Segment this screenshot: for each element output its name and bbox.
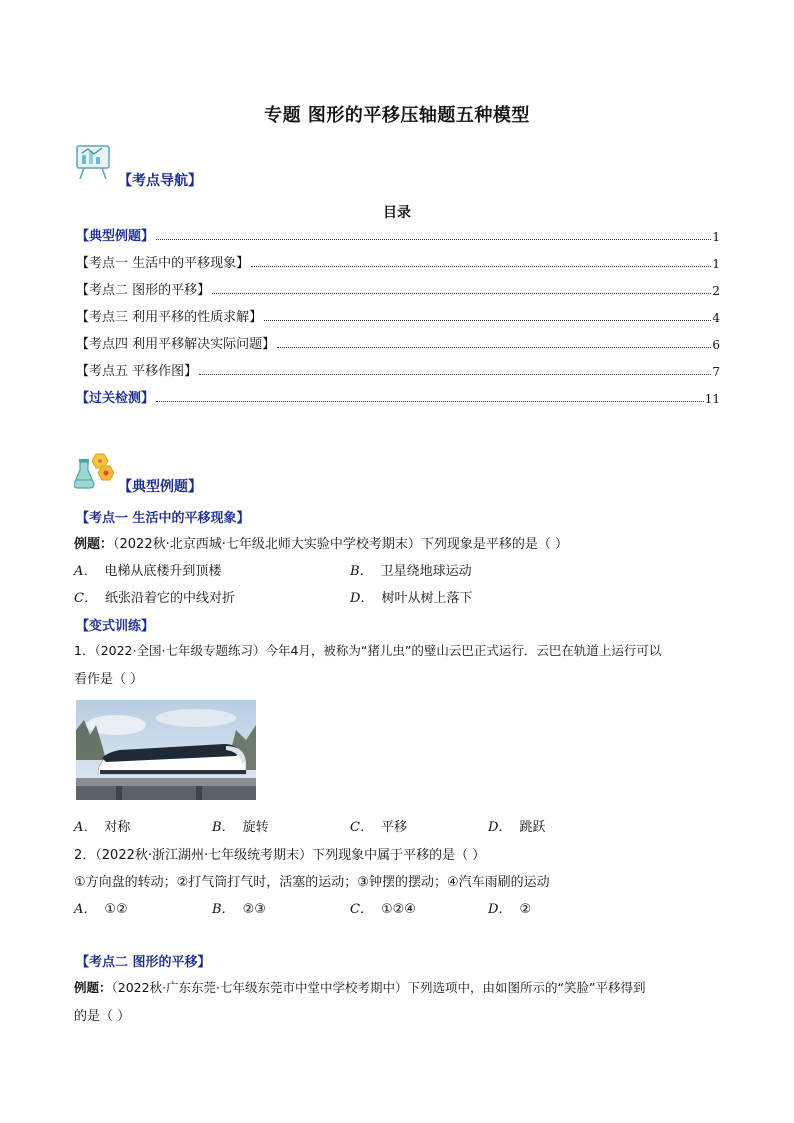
option-text: ①②④	[380, 902, 416, 917]
option-letter: D．	[350, 591, 374, 606]
toc-item-kp5[interactable]	[76, 361, 720, 379]
option-letter: C．	[74, 591, 97, 606]
option-b[interactable]	[350, 560, 472, 579]
example-text: （2022秋·广东东莞·七年级东莞市中堂中学校考期中）下列选项中，由如图所示的“笑脸”平移得到	[111, 980, 646, 995]
kp1-heading: 【考点一 生活中的平移现象】	[76, 511, 250, 526]
toc-item-page: 1	[712, 230, 720, 244]
option-text: 卫星绕地球运动	[380, 564, 472, 579]
toc-item-label: 【过关检测】	[76, 391, 155, 406]
option-letter: B．	[212, 820, 235, 835]
toc-item-kp2[interactable]	[76, 280, 720, 298]
toc-item-page: 6	[712, 338, 720, 352]
q1-text-cont: 看作是（ ）	[74, 672, 144, 687]
option-letter: D．	[488, 820, 512, 835]
option-letter: B．	[212, 902, 235, 917]
variant-heading: 【变式训练】	[76, 619, 155, 634]
kp2-heading: 【考点二 图形的平移】	[76, 955, 211, 970]
toc-item-page: 1	[712, 257, 720, 271]
kp2-example	[74, 978, 645, 996]
q2-option-b[interactable]	[212, 898, 266, 917]
monorail-photo	[76, 700, 256, 800]
toc-item-kp4[interactable]	[76, 334, 720, 352]
option-text: ①②	[104, 902, 128, 917]
option-c[interactable]	[74, 587, 235, 606]
option-text: 对称	[104, 820, 131, 835]
toc-item-label: 【考点五 平移作图】	[76, 364, 198, 379]
option-letter: D．	[488, 902, 512, 917]
q1-option-b[interactable]	[212, 816, 269, 835]
toc-item-label: 【考点四 利用平移解决实际问题】	[76, 337, 276, 352]
q2-option-d[interactable]	[488, 898, 531, 917]
flask-icon	[74, 450, 112, 488]
option-a[interactable]	[74, 560, 221, 579]
toc-item-page: 7	[712, 365, 720, 379]
q1-option-d[interactable]	[488, 816, 545, 835]
option-text: 树叶从树上落下	[381, 591, 473, 606]
q1-option-a[interactable]	[74, 816, 130, 835]
option-letter: B．	[350, 564, 373, 579]
toc-item-label: 【考点三 利用平移的性质求解】	[76, 310, 263, 325]
option-text: 旋转	[242, 820, 269, 835]
nav-heading: 【考点导航】	[118, 173, 202, 189]
option-letter: C．	[350, 902, 373, 917]
toc-item-kp1[interactable]	[76, 253, 720, 271]
option-letter: A．	[74, 564, 97, 579]
examples-heading: 【典型例题】	[118, 479, 202, 495]
kp2-example-cont: 的是（ ）	[74, 1009, 131, 1024]
option-text: 平移	[380, 820, 407, 835]
whiteboard-icon	[74, 143, 112, 181]
example-label: 例题：	[74, 537, 114, 552]
q1-option-c[interactable]	[350, 816, 407, 835]
option-letter: C．	[350, 820, 373, 835]
page-title: 专题 图形的平移压轴题五种模型	[264, 105, 530, 126]
q2-option-a[interactable]	[74, 898, 128, 917]
toc-item-page: 4	[712, 311, 720, 325]
option-letter: A．	[74, 820, 97, 835]
q1-text: 1．（2022·全国·七年级专题练习）今年4月，被称为“猪儿虫”的璧山云巴正式运行．云巴在轨道上运行可以	[74, 643, 662, 658]
kp1-example	[74, 533, 568, 552]
example-label: 例题：	[74, 980, 112, 995]
q2-option-c[interactable]	[350, 898, 416, 917]
q2-text: 2．（2022秋·浙江湖州·七年级统考期末）下列现象中属于平移的是（ ）	[74, 848, 486, 863]
toc-item-label: 【考点二 图形的平移】	[76, 283, 211, 298]
option-text: ②	[519, 902, 532, 917]
toc-item-examples[interactable]	[76, 226, 720, 244]
option-d[interactable]	[350, 587, 472, 606]
q2-items: ①方向盘的转动；②打气筒打气时，活塞的运动；③钟摆的摆动；④汽车雨刷的运动	[74, 875, 550, 890]
toc-title: 目录	[383, 205, 411, 221]
toc-item-review[interactable]	[76, 388, 720, 406]
option-text: 纸张沿着它的中线对折	[104, 591, 235, 606]
toc-item-page: 2	[712, 284, 720, 298]
toc-item-page: 11	[704, 392, 720, 406]
option-text: 跳跃	[519, 820, 546, 835]
toc-item-kp3[interactable]	[76, 307, 720, 325]
toc-item-label: 【考点一 生活中的平移现象】	[76, 256, 250, 271]
option-text: ②③	[242, 902, 266, 917]
toc-item-label: 【典型例题】	[76, 229, 155, 244]
option-letter: A．	[74, 902, 97, 917]
option-text: 电梯从底楼升到顶楼	[104, 564, 222, 579]
example-text: （2022秋·北京西城·七年级北师大实验中学校考期末）下列现象是平移的是（ ）	[113, 537, 568, 552]
